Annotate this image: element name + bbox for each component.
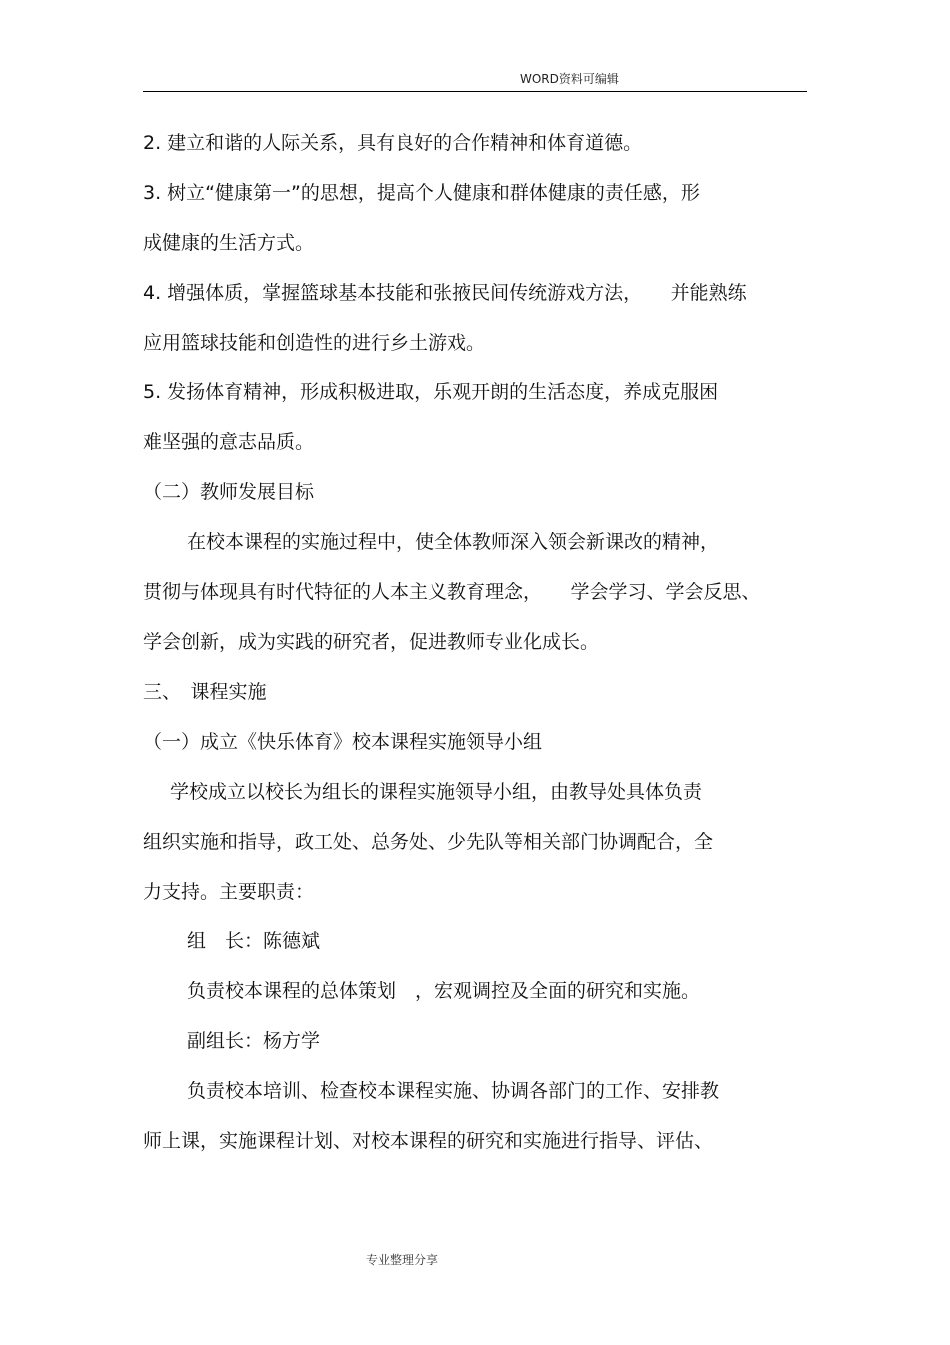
paragraph-teacher-goals-line-3: 学会创新，成为实践的研究者，促进教师专业化成长。 <box>143 631 600 653</box>
goal-item-3: 3. 树立“健康第一”的思想，提高个人健康和群体健康的责任感，形 <box>143 182 700 204</box>
goal-item-2: 2. 建立和谐的人际关系，具有良好的合作精神和体育道德。 <box>143 132 643 154</box>
deputy-group-leader: 副组长：杨方学 <box>187 1030 321 1052</box>
goal-item-3-cont: 成健康的生活方式。 <box>143 232 315 254</box>
goal-item-4-cont: 应用篮球技能和创造性的进行乡土游戏。 <box>143 332 486 354</box>
deputy-duty-line-2: 师上课，实施课程计划、对校本课程的研究和实施进行指导、评估、 <box>143 1130 714 1152</box>
page-header: WORD资料可编辑 <box>520 72 619 86</box>
paragraph-teacher-goals-line-1: 在校本课程的实施过程中，使全体教师深入领会新课改的精神， <box>187 531 720 553</box>
deputy-duty-line-1: 负责校本培训、检查校本课程实施、协调各部门的工作、安排教 <box>187 1080 720 1102</box>
goal-item-5: 5. 发扬体育精神，形成积极进取，乐观开朗的生活态度，养成克服困 <box>143 381 719 403</box>
paragraph-teacher-goals-line-2: 贯彻与体现具有时代特征的人本主义教育理念， 学会学习、学会反思、 <box>143 581 761 603</box>
subsection-heading-leadership-group: （一）成立《快乐体育》校本课程实施领导小组 <box>143 731 543 753</box>
paragraph-leadership-line-3: 力支持。主要职责： <box>143 881 315 903</box>
goal-item-4: 4. 增强体质，掌握篮球基本技能和张掖民间传统游戏方法， 并能熟练 <box>143 282 747 304</box>
page-footer: 专业整理分享 <box>366 1253 439 1267</box>
header-divider <box>143 91 807 92</box>
section-heading-teacher-goals: （二）教师发展目标 <box>143 481 315 503</box>
group-leader-duty: 负责校本课程的总体策划 ，宏观调控及全面的研究和实施。 <box>187 980 701 1002</box>
group-leader: 组 长：陈德斌 <box>187 930 321 952</box>
paragraph-leadership-line-1: 学校成立以校长为组长的课程实施领导小组，由教导处具体负责 <box>170 781 703 803</box>
section-heading-implementation: 三、 课程实施 <box>143 681 267 703</box>
goal-item-5-cont: 难坚强的意志品质。 <box>143 431 315 453</box>
paragraph-leadership-line-2: 组织实施和指导，政工处、总务处、少先队等相关部门协调配合，全 <box>143 831 714 853</box>
